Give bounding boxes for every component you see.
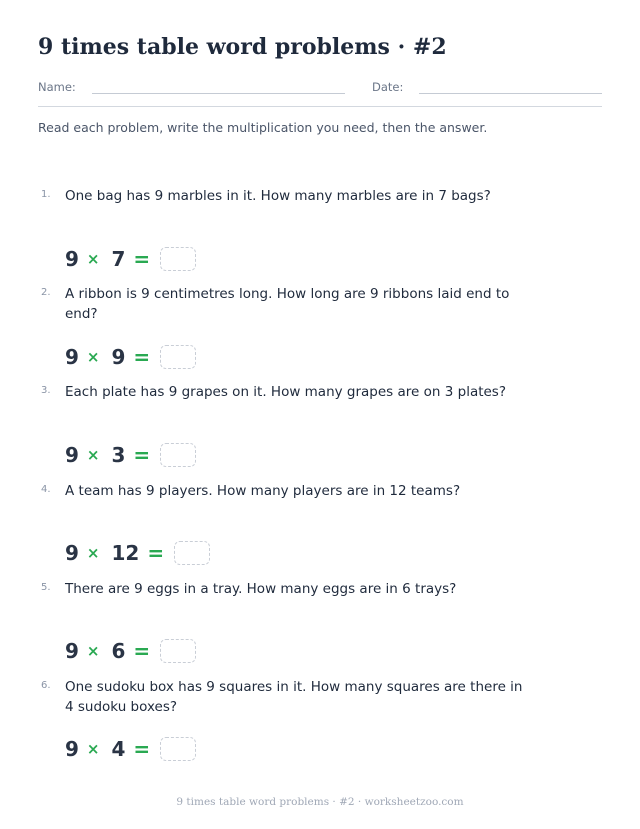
- equation: [65, 245, 196, 273]
- instructions: Read each problem, write the multiplication you need, then the answer.: [38, 120, 488, 135]
- problem-text: Each plate has 9 grapes on it. How many grapes are on 3 plates?: [65, 384, 507, 400]
- problem-number: 2.: [41, 287, 51, 298]
- problem-text: One bag has 9 marbles in it. How many marbles are in 7 bags?: [65, 188, 491, 204]
- equation: [65, 539, 210, 567]
- factor-a: 9: [65, 541, 79, 565]
- equals-sign: =: [133, 345, 151, 369]
- equals-sign: =: [147, 541, 165, 565]
- factor-b: 12: [111, 541, 140, 565]
- factor-a: 9: [65, 345, 79, 369]
- factor-b: 7: [111, 247, 126, 271]
- answer-box[interactable]: [160, 345, 196, 369]
- name-label: Name:: [38, 80, 76, 94]
- header-divider: [38, 106, 602, 107]
- date-field[interactable]: [419, 93, 602, 94]
- answer-box[interactable]: [160, 639, 196, 663]
- factor-a: 9: [65, 247, 79, 271]
- answer-box[interactable]: [160, 737, 196, 761]
- equals-sign: =: [133, 247, 151, 271]
- times-sign: ×: [86, 446, 100, 464]
- answer-box[interactable]: [160, 247, 196, 271]
- times-sign: ×: [86, 250, 100, 268]
- factor-b: 4: [111, 737, 126, 761]
- problem-text: There are 9 eggs in a tray. How many eggs are in 6 trays?: [65, 581, 457, 597]
- problem-number: 5.: [41, 582, 51, 593]
- answer-box[interactable]: [174, 541, 210, 565]
- page-footer: 9 times table word problems · #2 · worksheetzoo.com: [176, 796, 464, 808]
- name-date-row: [38, 80, 602, 102]
- answer-box[interactable]: [160, 443, 196, 467]
- factor-a: 9: [65, 443, 79, 467]
- equals-sign: =: [133, 443, 151, 467]
- problem-number: 6.: [41, 680, 51, 691]
- times-sign: ×: [86, 348, 100, 366]
- problem-text: A ribbon is 9 centimetres long. How long are 9 ribbons laid end to end?: [65, 286, 510, 322]
- factor-a: 9: [65, 639, 79, 663]
- factor-a: 9: [65, 737, 79, 761]
- equals-sign: =: [133, 737, 151, 761]
- factor-b: 6: [111, 639, 126, 663]
- equation: [65, 637, 196, 665]
- equation: [65, 735, 196, 763]
- problem-text: A team has 9 players. How many players are in 12 teams?: [65, 483, 461, 499]
- times-sign: ×: [86, 740, 100, 758]
- times-sign: ×: [86, 544, 100, 562]
- problem-number: 4.: [41, 484, 51, 495]
- date-label: Date:: [372, 80, 404, 94]
- equals-sign: =: [133, 639, 151, 663]
- problem-number: 1.: [41, 189, 51, 200]
- problem-text: One sudoku box has 9 squares in it. How many squares are there in 4 sudoku boxes?: [65, 679, 523, 715]
- equation: [65, 441, 196, 469]
- factor-b: 9: [111, 345, 126, 369]
- problem-number: 3.: [41, 385, 51, 396]
- name-field[interactable]: [92, 93, 345, 94]
- equation: [65, 343, 196, 371]
- factor-b: 3: [111, 443, 126, 467]
- times-sign: ×: [86, 642, 100, 660]
- page-title: 9 times table word problems · #2: [38, 34, 447, 60]
